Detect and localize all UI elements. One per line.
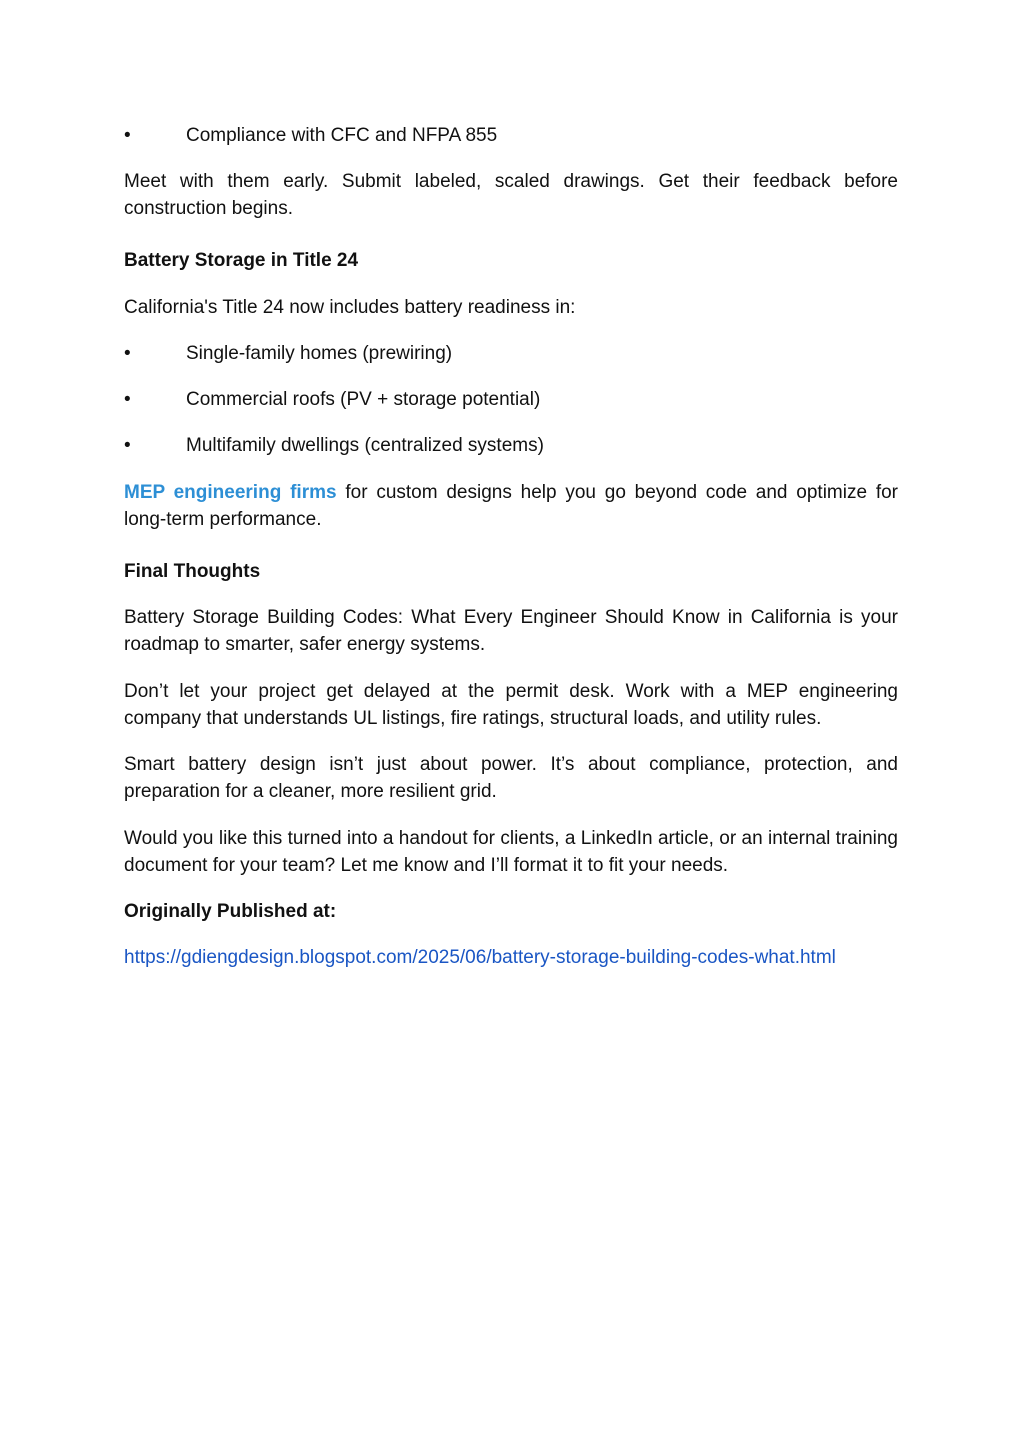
final-paragraph-4: Would you like this turned into a handout for clients, a LinkedIn article, or an internal training document for your team? Let me know and I’ll format it to fit your needs. <box>124 828 898 876</box>
final-paragraph-2: Don’t let your project get delayed at the permit desk. Work with a MEP engineering company that understands UL listings, fire ratings, structural loads, and utility rules. <box>124 681 898 729</box>
section-heading-title24: Battery Storage in Title 24 <box>124 250 359 271</box>
bullet-item <box>124 432 960 459</box>
mep-paragraph-text: for custom designs help you go beyond code and optimize for long-term performance. <box>124 482 898 530</box>
bullet-item <box>124 386 960 413</box>
bullet-text: Multifamily dwellings (centralized systems) <box>186 435 544 456</box>
final-paragraph-1: Battery Storage Building Codes: What Every Engineer Should Know in California is your roadmap to smarter, safer energy systems. <box>124 607 898 655</box>
bullet-text: Single-family homes (prewiring) <box>186 343 453 364</box>
bullet-item <box>124 122 960 149</box>
bullet-dot: • <box>124 125 131 146</box>
title24-intro: California's Title 24 now includes battery readiness in: <box>124 297 576 318</box>
mep-engineering-firms-link[interactable]: MEP engineering firms <box>124 482 337 503</box>
bullet-text: Compliance with CFC and NFPA 855 <box>186 125 498 146</box>
mep-paragraph <box>124 479 898 533</box>
originally-published-label: Originally Published at: <box>124 901 337 922</box>
final-paragraph-3: Smart battery design isn’t just about power. It’s about compliance, protection, and preparation for a cleaner, more resilient grid. <box>124 754 898 802</box>
bullet-text: Commercial roofs (PV + storage potential) <box>186 389 541 410</box>
bullet-item <box>124 340 960 367</box>
meet-paragraph: Meet with them early. Submit labeled, scaled drawings. Get their feedback before construction begins. <box>124 171 898 219</box>
bullet-dot: • <box>124 343 131 364</box>
published-url-link[interactable]: https://gdiengdesign.blogspot.com/2025/06/battery-storage-building-codes-what.html <box>124 947 836 968</box>
bullet-dot: • <box>124 389 131 410</box>
bullet-dot: • <box>124 435 131 456</box>
section-heading-final-thoughts: Final Thoughts <box>124 561 261 582</box>
